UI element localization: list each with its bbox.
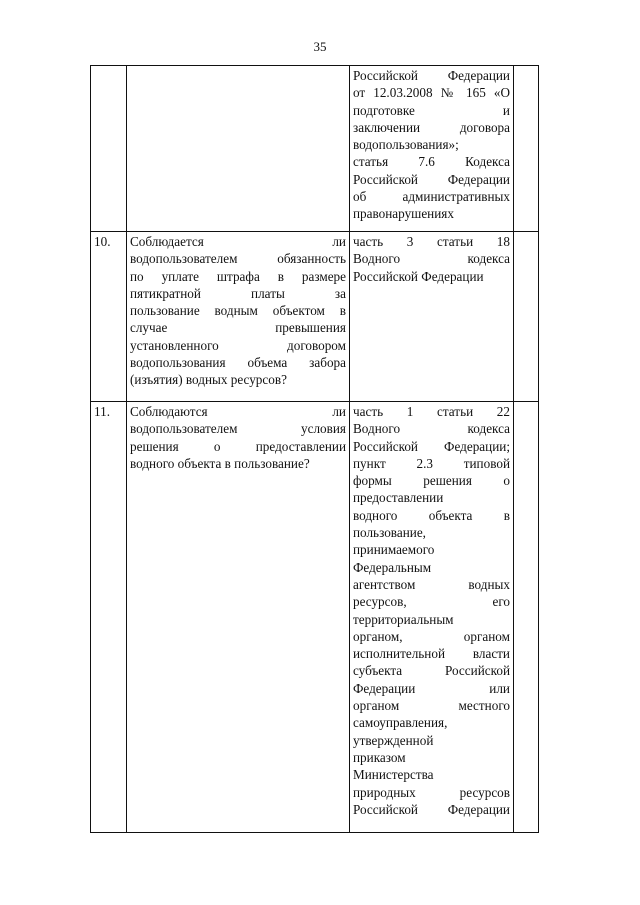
cell-text-line: самоуправления, xyxy=(353,715,448,731)
row-number-cell xyxy=(91,66,127,232)
cell-text-line: субъекта Российской xyxy=(353,663,510,679)
cell-text-line: правонарушениях xyxy=(353,206,454,222)
cell-text-line: Соблюдаются ли xyxy=(130,404,346,419)
cell-text-line: принимаемого xyxy=(353,542,435,558)
question-cell xyxy=(127,66,350,232)
cell-text-line: формы решения о xyxy=(353,473,510,489)
cell-text-line: Российской Федерации xyxy=(353,268,484,284)
cell-text-line: пользование, xyxy=(353,525,426,541)
answer-cell xyxy=(514,402,539,833)
legal-reference-cell xyxy=(350,402,514,833)
cell-text-line: Российской Федерации xyxy=(353,801,510,817)
cell-text-line: Соблюдается ли xyxy=(130,234,346,249)
cell-text-line: статья 7.6 Кодекса xyxy=(353,154,510,170)
cell-text-line: об административных xyxy=(353,189,510,205)
table-row xyxy=(91,66,539,232)
cell-text-line: Федеральным xyxy=(353,559,432,575)
cell-text-line: заключении договора xyxy=(353,119,510,135)
cell-text-line: водного объекта в xyxy=(353,507,510,523)
cell-text-line: водопользования»; xyxy=(353,137,459,153)
cell-text-line: часть 3 статьи 18 xyxy=(353,234,510,249)
cell-text-line: случае превышения xyxy=(130,320,346,336)
cell-text-line: Водного кодекса xyxy=(353,251,510,267)
cell-text-line: природных ресурсов xyxy=(353,784,510,800)
answer-cell xyxy=(514,66,539,232)
cell-text-line: утвержденной xyxy=(353,732,434,748)
cell-text-line: решения о предоставлении xyxy=(130,438,346,454)
cell-text-line: Российской Федерации; xyxy=(353,438,510,454)
page-number: 35 xyxy=(313,39,327,54)
cell-text-line: Российской Федерации xyxy=(353,171,510,187)
checklist-table xyxy=(90,65,539,833)
question-cell xyxy=(127,402,350,833)
cell-text-line: исполнительной власти xyxy=(353,646,510,662)
question-cell xyxy=(127,232,350,402)
cell-text-line: Водного кодекса xyxy=(353,421,510,437)
cell-text-line: Министерства xyxy=(353,767,434,783)
row-number-cell: 10. xyxy=(91,232,127,402)
cell-text-line: Российской Федерации xyxy=(353,68,510,83)
cell-text-line: Федерации или xyxy=(353,680,510,696)
cell-text-line: водопользователем обязанность xyxy=(130,251,346,267)
cell-text-line: пункт 2.3 типовой xyxy=(353,455,510,471)
cell-text-line: часть 1 статьи 22 xyxy=(353,404,510,419)
cell-text-line: приказом xyxy=(353,749,406,765)
table-row xyxy=(91,232,539,402)
cell-text-line: (изъятия) водных ресурсов? xyxy=(130,372,287,388)
cell-text-line: пятикратной платы за xyxy=(130,285,346,301)
cell-text-line: водопользователем условия xyxy=(130,421,346,437)
answer-cell xyxy=(514,232,539,402)
cell-text-line: ресурсов, его xyxy=(353,594,510,610)
cell-text-line: органом, органом xyxy=(353,628,510,644)
row-number-cell: 11. xyxy=(91,402,127,833)
cell-text-line: агентством водных xyxy=(353,576,510,592)
cell-text-line: по уплате штрафа в размере xyxy=(130,268,346,284)
cell-text-line: подготовке и xyxy=(353,102,510,118)
cell-text-line: установленного договором xyxy=(130,337,346,353)
cell-text-line: органом местного xyxy=(353,698,510,714)
cell-text-line: пользование водным объектом в xyxy=(130,303,346,319)
cell-text-line: водопользования объема забора xyxy=(130,355,346,371)
table-row xyxy=(91,402,539,833)
cell-text-line: водного объекта в пользование? xyxy=(130,455,310,471)
legal-reference-cell xyxy=(350,232,514,402)
legal-reference-cell xyxy=(350,66,514,232)
cell-text-line: от 12.03.2008 № 165 «О xyxy=(353,85,510,101)
cell-text-line: территориальным xyxy=(353,611,454,627)
cell-text-line: предоставлении xyxy=(353,490,444,506)
